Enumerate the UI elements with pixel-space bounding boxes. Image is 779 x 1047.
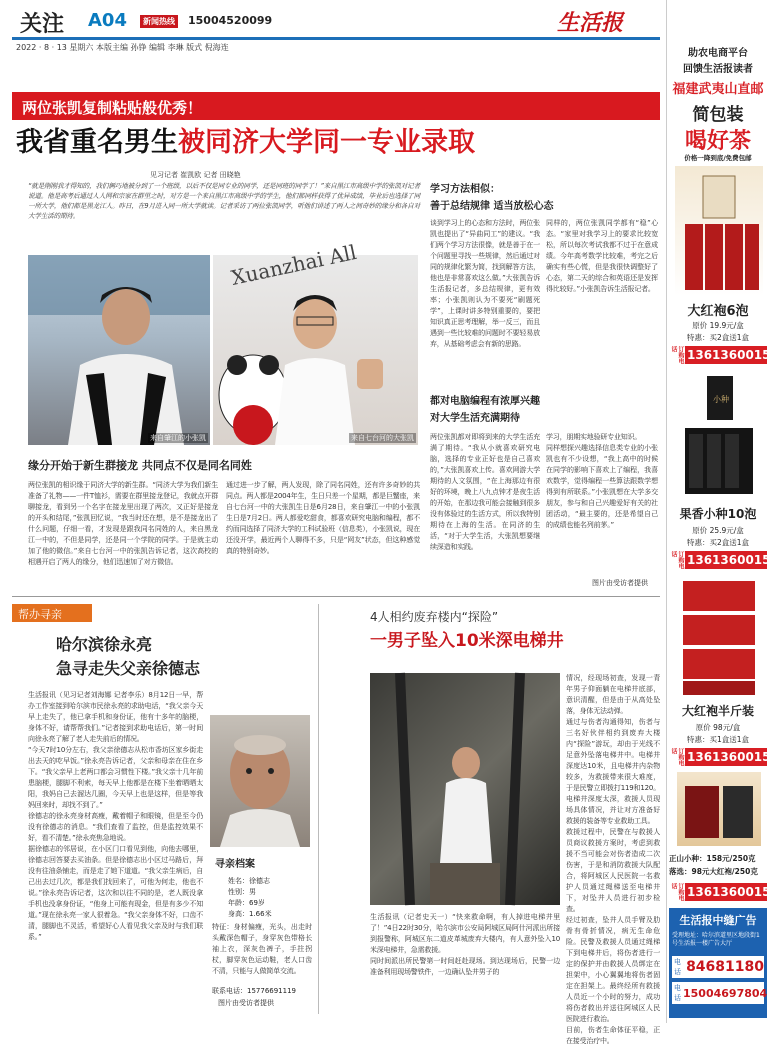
portrait-with-panda-icon xyxy=(213,239,418,445)
gift-box-image xyxy=(677,772,761,846)
gift-tea-set-icon xyxy=(677,772,761,846)
ad-head-2: 回馈生活报读者 xyxy=(683,64,753,75)
page-number: A04 xyxy=(88,10,127,31)
section-divider xyxy=(12,596,660,597)
header-meta: 2022 · 8 · 13 星期六 本版主编 孙铮 编辑 李琳 版式 倪海连 xyxy=(16,43,229,52)
ad-mix-1: 正山小种：158元/250克 xyxy=(669,854,756,863)
hotline-number: 15004520099 xyxy=(188,14,273,27)
story2-body: 生活报讯（见习记者刘海娜 记者李乐）8月12日一早，帮办工作室接到哈尔滨市民徐永亮的求助电话，“我父亲今天早上走失了，他已拿手机和身份证，他有十多年的脑梗，身体不好，请帮帮我们。”记者接到求助电话后，第一时间向徐永亮了解了老人走失前后的情况。 “今天7时10分左右，我父亲徐德志从松市香坊区家乡街走出去天的吃早饭。”徐永亮告诉记者，父亲和母亲在住在乡下。“我父亲早上老两口都会习惯性下楼。”我父亲十几年前患脑梗，腿脚不利索，每天早上他都是在楼下坐着晒晒太阳，我妈自己去溜达几圈，今天早上也是这样，但是等我妈回来时，却找不到了。” 徐德志的徐永亮身材高瘦，戴着帽子和眼镜，但是至今仍没有徐德志的消息。“我们查看了监控，但是监控效果不好，看不清楚。”徐永亮焦急地说。 据徐德志的邻居说，在小区门口看见到他，向他去哪里，徐德志回答要去买油条。但是徐德志出小区过马路后，拜没有往油条铺走，而是走了她下道道。“我父亲生病后，自己出去过几次，都是我们找回来了，可他为何走，他也不说。”徐永亮告诉记者，这次和以往不同的是，老人既没拿手机也没拿身份证，“他身上可能有现金，但是有多少不知道。”现在徐永亮一家人很着急。“我父亲身体不好，口齿不清，腿脚也不灵活，希望好心人看见我父亲及时与我们联系。” xyxy=(28,691,203,941)
story3-title: 一男子坠入10米深电梯井 xyxy=(370,631,564,651)
ad-head-4: 简包装 xyxy=(692,105,744,125)
product1-price: 原价 19.9元/盒 xyxy=(692,321,744,330)
story1-subhead-1: 缘分开始于新生群接龙 共同点不仅是同名同姓 xyxy=(28,459,252,472)
missing-file-title: 寻亲档案 xyxy=(215,859,255,870)
story2-title-2: 急寻走失父亲徐德志 xyxy=(56,659,201,678)
file-row-name: 姓名：徐德志 xyxy=(228,877,270,885)
story1-col6: 学习，朋期实地验研专业知识。 同样想探兴趣选择信息类专业的小张凯也有不少设想，“我上高中的时候在同学的影响下喜欢上了编程，我喜欢数学，觉得编程一些算法跟数学想得到有所联系。”小张凯想在大学多交朋友，参与和自己兴趣爱好有关的社团活动，“最主要的，还是希望自己的成绩也能名列前茅。” xyxy=(546,433,658,529)
photo1-caption: 来自肇江的小张凯 xyxy=(150,434,206,442)
story1-subhead-3b: 对大学生活充满期待 xyxy=(430,413,520,424)
story2-tag xyxy=(12,604,92,622)
classified-phone-2[interactable]: 电话 15004697804 xyxy=(674,984,768,1002)
classified-head: 生活报中缝广告 xyxy=(679,914,757,927)
story1-byline: 见习记者 崔凯欧 记者 田晓艳 xyxy=(150,171,241,179)
product3-image xyxy=(677,577,761,697)
ad-head-6: 价格一降到底/免费包邮 xyxy=(684,154,752,162)
story1-subhead-2a: 学习方法相似： xyxy=(430,184,500,195)
story1-headline xyxy=(16,120,656,156)
missing-person-photo xyxy=(210,715,310,847)
product1-offer: 特惠：买2盒送1盒 xyxy=(686,333,750,342)
story1-col4: 同样的，两位张凯同学都有“稳”心态。“家里对我学习上的要求比较宽松，所以每次考试我都不过于在意成绩。今年高考数学比较难，考完之后确实有些心慌，但是我很快调整好了心态，第二天的综合和英语还是发挥得比较好。”小张凯告诉生活报记者。 xyxy=(546,219,658,293)
portrait-silhouette-icon xyxy=(28,255,210,445)
rescue-scene-icon xyxy=(370,673,560,905)
product2-offer: 特惠：买2盒送1盒 xyxy=(686,538,750,547)
section-title: 关注 xyxy=(20,11,65,37)
classified-ad-block xyxy=(669,908,767,1018)
story1-kicker: 两位张凯复制粘贴般优秀！ xyxy=(22,99,203,117)
hotline-label: 新闻热线 xyxy=(140,15,178,28)
story1-intro: “就是刚刚我才得知的，我们俩巧地被分到了一个班级，以后不仅是同专业的同学，还是同班的同学了！”来自黑江市高级中学的张凯对记者说道。他是高考后通过人人网和宗家在群里之时，对方是一个来自黑江市高级中学的学生，他们都同样获得了优异成绩，毕业后也选择了同一所大学，他们都是黑龙江人。昨日，在9月进入同一所大学就读。记者采访了两位张凯同学，听他们讲述了两人之间奇妙的缘分和各自对大学生活的期待。 xyxy=(28,182,420,220)
story2-tag-label: 帮办寻亲 xyxy=(18,608,62,621)
product2-price: 原价 25.9元/盒 xyxy=(692,526,744,535)
missing-features: 特征：身材偏瘦，光头，出走时头戴深色帽子，身穿灰色带格长袖上衣，深灰色裤子，手拄拐杖，脚穿灰色运动鞋，老人口齿不清，只能与人做简单交流。 xyxy=(212,923,312,975)
product1-order-phone[interactable]: 订购电话 13613600156 xyxy=(670,346,779,364)
gift-order-phone[interactable]: 订购电话 13613600156 xyxy=(670,883,779,901)
tea-box-red-icon xyxy=(677,577,761,697)
photo-big-zhangkai xyxy=(213,239,418,445)
photo2-caption: 来自七台河的大张凯 xyxy=(351,434,414,442)
header-rule xyxy=(12,37,660,40)
file-row-age: 年龄：69岁 xyxy=(228,899,265,907)
story1-subhead-3 xyxy=(430,392,658,424)
ad-mix-2: 落选：98元大红袍/250克 xyxy=(669,867,758,876)
story1-photo-credit: 图片由受访者提供 xyxy=(592,579,648,587)
story1-subhead-2b: 善于总结规律 适当放松心态 xyxy=(430,201,554,212)
story2-title-1: 哈尔滨徐永亮 xyxy=(56,635,153,654)
product3-order-phone[interactable]: 订购电话 13613600156 xyxy=(670,748,779,766)
ad-head-5: 喝好茶 xyxy=(684,129,751,154)
page-header xyxy=(12,6,662,36)
product2-name: 果香小种10泡 xyxy=(679,507,757,521)
tea-box-icon xyxy=(675,166,763,296)
svg-text:小种: 小种 xyxy=(713,395,729,404)
story1-headline-red: 被同济大学同一专业录取 xyxy=(178,127,475,158)
story1-col1: 两位张凯的相识缘于同济大学的新生群。“同济大学为我们新生准备了礼物——一件T恤衫，需要在群里接龙登记，我就点开群聊接龙，看到另一个名字在接龙里出现了两次，又正好是接龙的开头和结尾，”张凯回忆说，“我当时还在想，是不是接龙出了什么问题，仔细一看，才发现是跟我同名同姓的人，来自黑龙江一中的，不但是同学，还是同一个学院的同学。于是就主动加了他的微信。”来自七台河一中的张凯告诉记者，这次高校的相遇开启了两人的缘分，他们迅速加了对方微信。 xyxy=(28,481,218,566)
story1-subhead-3a: 都对电脑编程有浓厚兴趣 xyxy=(430,396,540,407)
story1-col2: 通过进一步了解，两人发现，除了同名同姓，还有许多奇妙的共同点。两人都是2004年生，生日只差一个星期，都是巨蟹座，来自七台河一中的大张凯生日是6月28日，来自肇江一中的小张凯生日是7月2日。两人都爱吃甜食，都喜欢研究电脑和编程，都不约而同选择了同济大学的工科试验班（信息类），小张凯说，现在还没开学，最近两个人聊得不多，只是“网友”状态，但这种感觉真的特别奇妙。 xyxy=(226,481,420,555)
story3-body-lower: 生活报讯（记者史天一）“快来救命啊，有人掉进电梯井里了！”4日22时30分，哈尔滨市公安局阿城区局阿什河派出所接到报警称，阿城区东二道皮革城废弃大楼内，有人意外坠入10米深电梯井，急需救援。 同时间派出所民警第一时间赶赴现场。到达现场后，民警一边准备利用现场警铁件，一边确认坠井男子的 xyxy=(370,913,560,976)
ad-head-1: 助农电商平台 xyxy=(688,48,748,59)
story1-col3: 谈到学习上的心态和方法时，两位张凯也提出了“异曲同工”的建议。“我们两个学习方法很像，就是善于在一个问题里寻找一些规律，然后通过对同的规律化繁为简，找到解答方法，他也是非常喜欢这么做。”大张凯告诉生活报记者，多总结规律，更有效率；小张凯则认为不要死“刷题死学”，上课时讲多特别重要的，要把知识真正思考理解，举一反三，而且遇到一些比较难的问题时不要轻易放弃，从基础考虑会有新的思路。 xyxy=(430,219,540,348)
file-row-height: 身高：1.66米 xyxy=(228,910,272,918)
product3-offer: 特惠：买1盒送1盒 xyxy=(686,735,750,744)
newspaper-logo: 生活报 xyxy=(557,10,624,36)
product2-image xyxy=(677,372,761,498)
column-divider xyxy=(318,604,319,1014)
product3-name: 大红袍半斤装 xyxy=(681,704,754,718)
classified-phone-1[interactable]: 电话 84681180 xyxy=(674,958,764,976)
file-row-gender: 性别：男 xyxy=(228,888,256,896)
story1-subhead-2 xyxy=(430,180,658,212)
story2-credit: 图片由受访者提供 xyxy=(218,999,274,1007)
story3-kicker: 4人相约废弃楼内“探险” xyxy=(370,610,499,624)
story3-col-right: 情况，经现场初查，发现一青年男子仰面躺在电梯井底部，意识清醒，但是由于从高处坠落，身体无法动弹。 通过与伤者沟通得知，伤者与三名好伙伴相约到废弃大楼内“探险”游玩，却由于光线不足意外坠落电梯井中。电梯井深度达10米，且电梯井内杂物较多，为救援带来很大难度，于是民警立即拨打119和120。电梯井深度太深，救援人员现场具体情况，并让对方准备好救援的装备等专业救助工具。 救援过程中，民警在与救援人员商议救援方案时，考虑到救援不当可能会对伤者造成二次伤害，于是和消防救援大队配合，将阿城区人民医院一名救护人员通过绳梯送至电梯井下，对坠井人员进行初步检查。 经过初查，坠井人员手臂及肋骨有骨折情况，病无生命危险。民警及救援人员通过绳梯下到电梯井后，将伤者进行一定的保护并由救援人员绑定在担架中，小心翼翼地将伤者固定在担架上。最终经所有救援人员近一个小时的努力，成功将伤者救出并送往阿城区人民医院进行救治。 目前，伤者生命体征平稳，正在接受治疗中。 xyxy=(566,674,660,1045)
product3-price: 原价 98元/盒 xyxy=(695,723,741,732)
missing-contact: 联系电话：15776691119 xyxy=(212,987,296,995)
tea-box-black-icon xyxy=(677,372,761,498)
product2-order-phone[interactable]: 订购电话 13613600156 xyxy=(670,551,779,569)
elevator-shaft-photo xyxy=(370,673,560,905)
ad-head-3: 福建武夷山直邮 xyxy=(672,82,764,97)
product1-image xyxy=(675,166,763,296)
story1-headline-black: 我省重名男生 xyxy=(16,127,178,158)
photo-small-zhangkai xyxy=(28,255,210,445)
product1-name: 大红袍6泡 xyxy=(687,304,749,319)
story1-col5: 两位张凯都对即将到来的大学生活充满了期待。“我从小就喜欢研究电脑，选择的专业正好也是自己喜欢的，”大张凯喜欢上传。喜欢网游大学期待的人文氛围，“在上海那边有很好的环境，晚上八九点钟才是夜生活的开始，在那边我可能会接触到很多没有体验过的生活方式，所以我特别期待在上海的生活。在同济的生活，“对于大学生活，大张凯想要继续深造和实践。 xyxy=(430,433,540,551)
ad-column xyxy=(666,0,779,1023)
classified-address: 受理地址：哈尔滨道里区地段街1号生活报一楼广告大厅 xyxy=(672,932,760,947)
story1-banner xyxy=(12,92,660,120)
missing-file-list xyxy=(228,876,318,920)
elderly-man-portrait-icon xyxy=(210,715,310,847)
svg-text:Xuanzhai All: Xuanzhai All xyxy=(229,239,359,290)
